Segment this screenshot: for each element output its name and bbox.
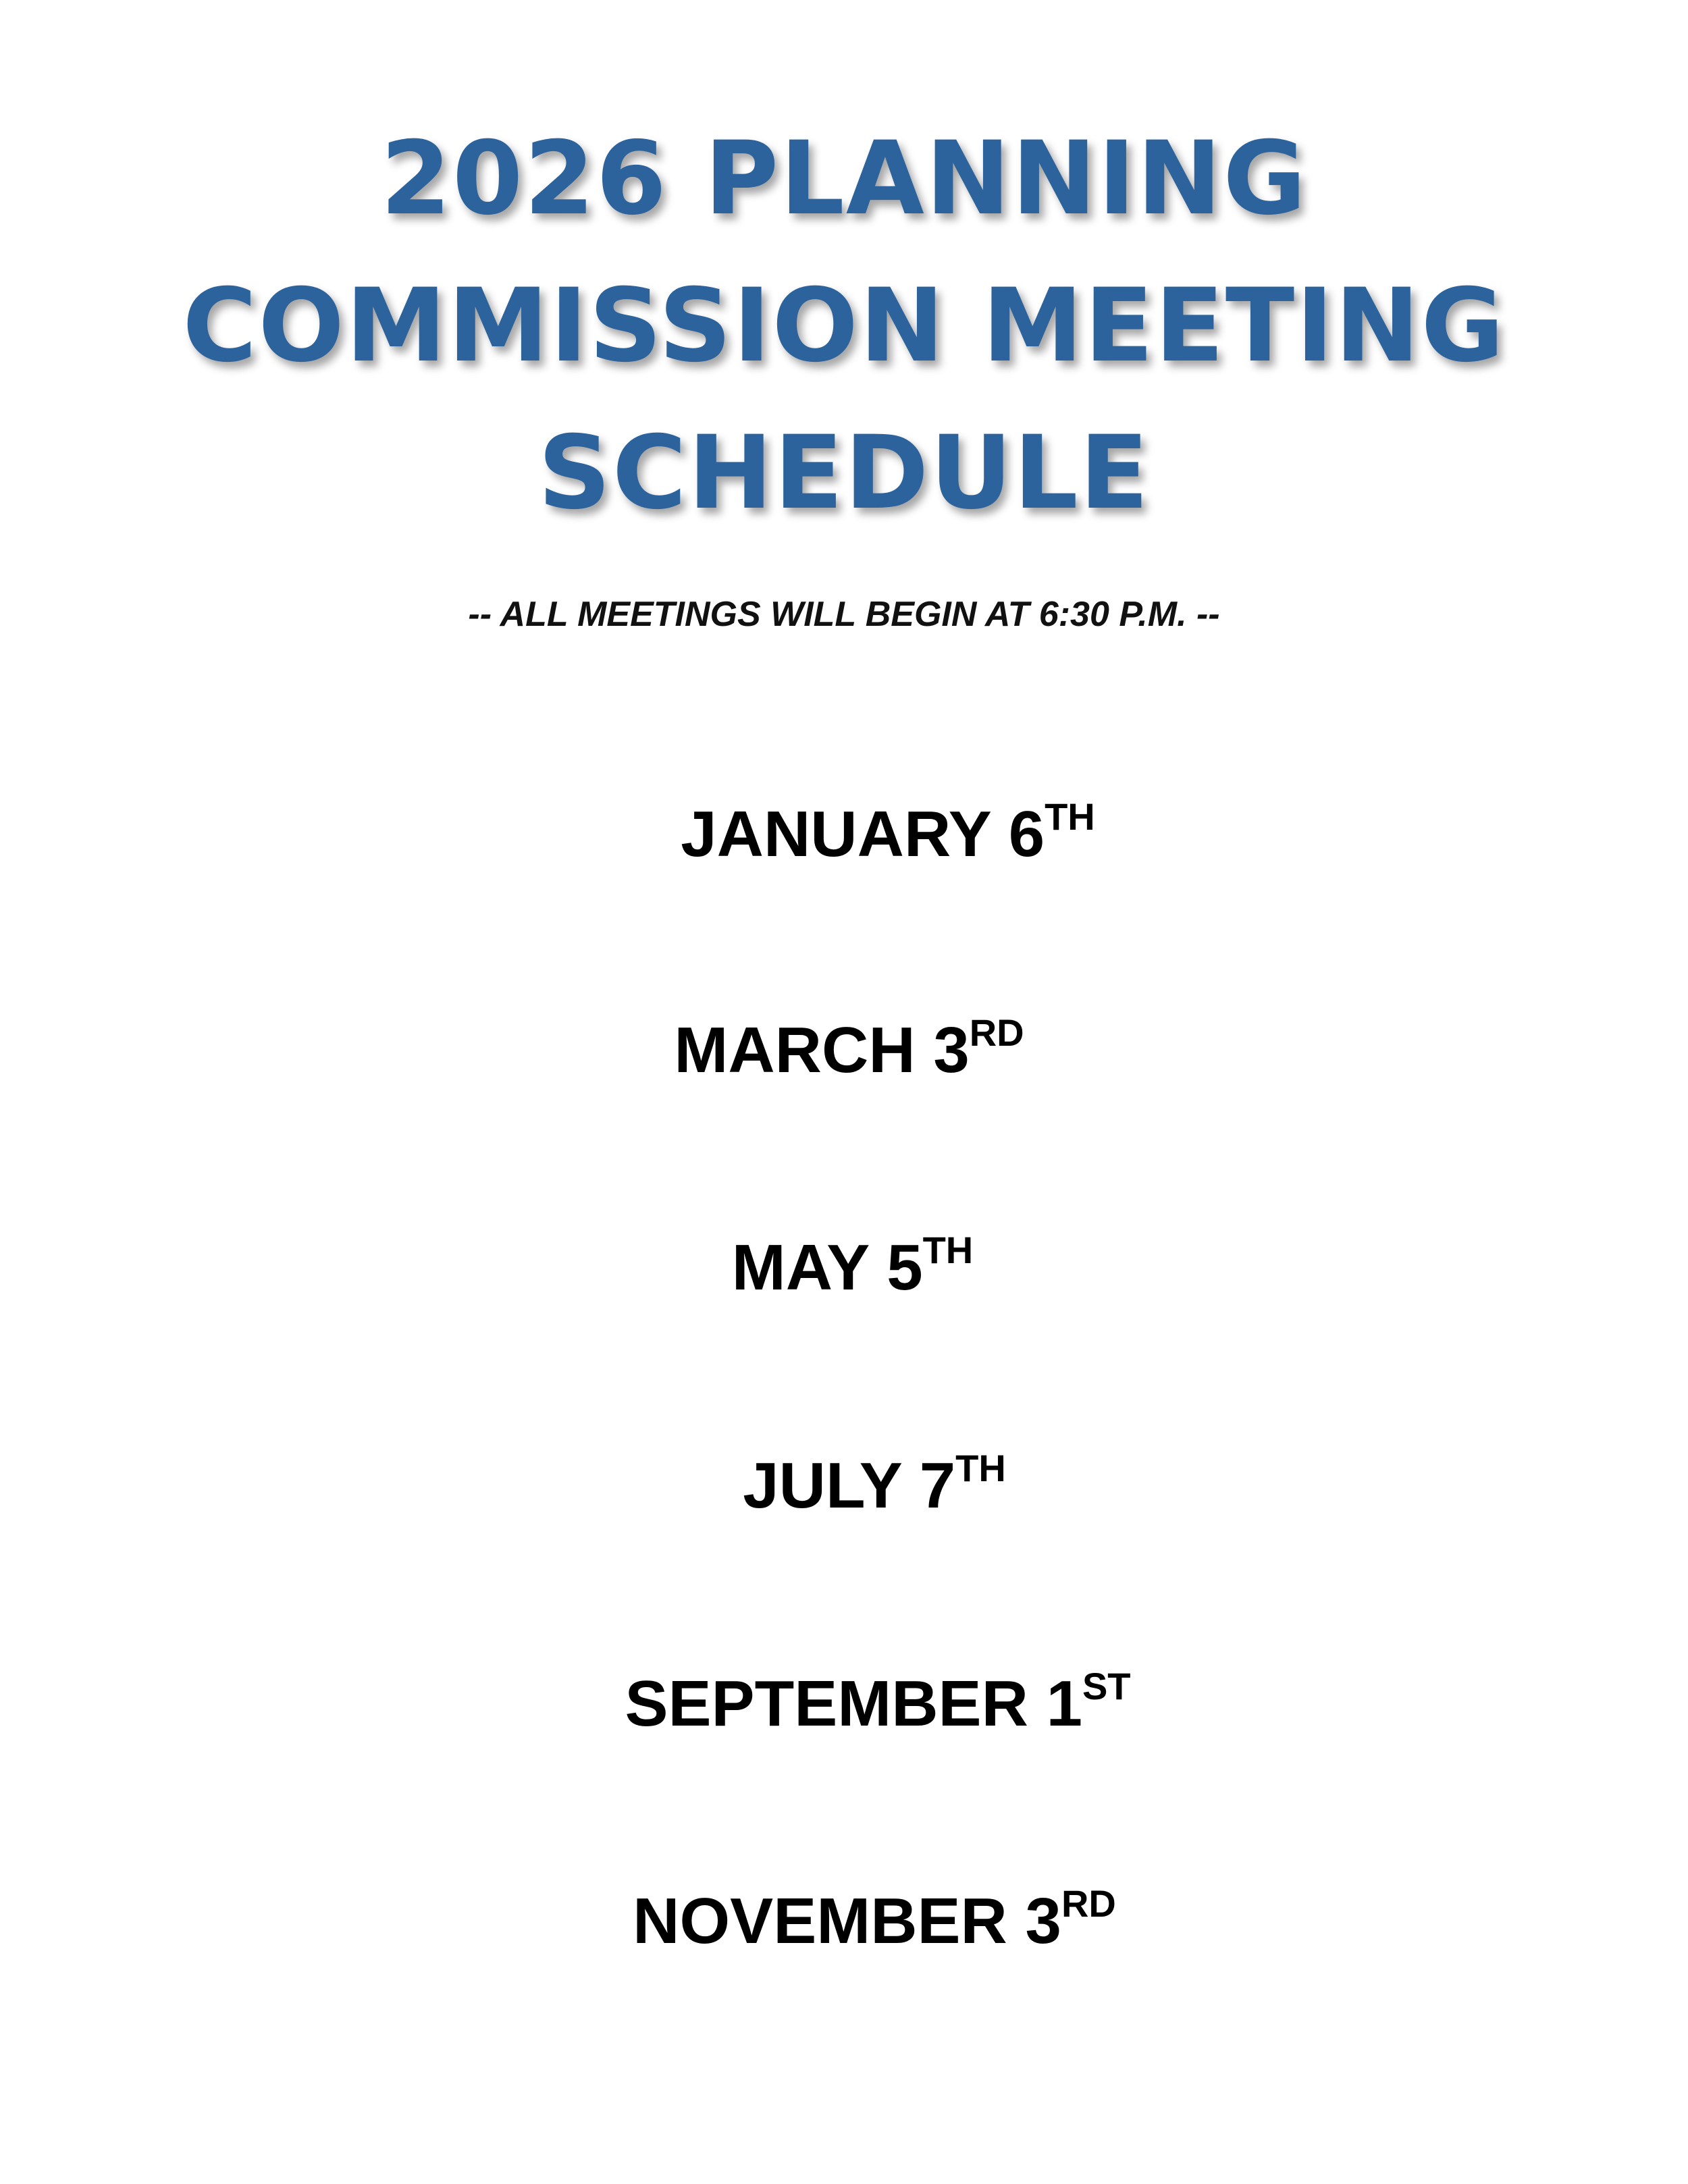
title-line-1: 2026 PLANNING xyxy=(380,120,1308,238)
meeting-date-text: JULY 7 xyxy=(743,1449,956,1522)
meeting-date-march xyxy=(0,1011,1688,1086)
ordinal-suffix: TH xyxy=(922,1229,974,1271)
meeting-time-note: -- ALL MEETINGS WILL BEGIN AT 6:30 P.M. -- xyxy=(468,595,1220,634)
meeting-date-september xyxy=(0,1665,1688,1740)
ordinal-suffix: RD xyxy=(1061,1882,1116,1925)
meeting-date-text: MAY 5 xyxy=(731,1231,923,1304)
ordinal-suffix: TH xyxy=(955,1447,1006,1489)
meeting-date-text: JANUARY 6 xyxy=(681,798,1045,870)
meeting-date-november xyxy=(0,1882,1688,1957)
meeting-date-text: NOVEMBER 3 xyxy=(633,1885,1061,1957)
title-line-2: COMMISSION MEETING xyxy=(182,267,1506,385)
meeting-date-july xyxy=(0,1447,1688,1522)
meeting-date-text: MARCH 3 xyxy=(674,1014,970,1086)
ordinal-suffix: ST xyxy=(1082,1665,1131,1707)
ordinal-suffix: TH xyxy=(1045,795,1095,838)
ordinal-suffix: RD xyxy=(969,1011,1024,1054)
title-line-3: SCHEDULE xyxy=(537,415,1151,532)
meeting-date-january xyxy=(0,795,1688,870)
meeting-date-may xyxy=(0,1229,1688,1304)
meeting-date-text: SEPTEMBER 1 xyxy=(625,1668,1082,1740)
